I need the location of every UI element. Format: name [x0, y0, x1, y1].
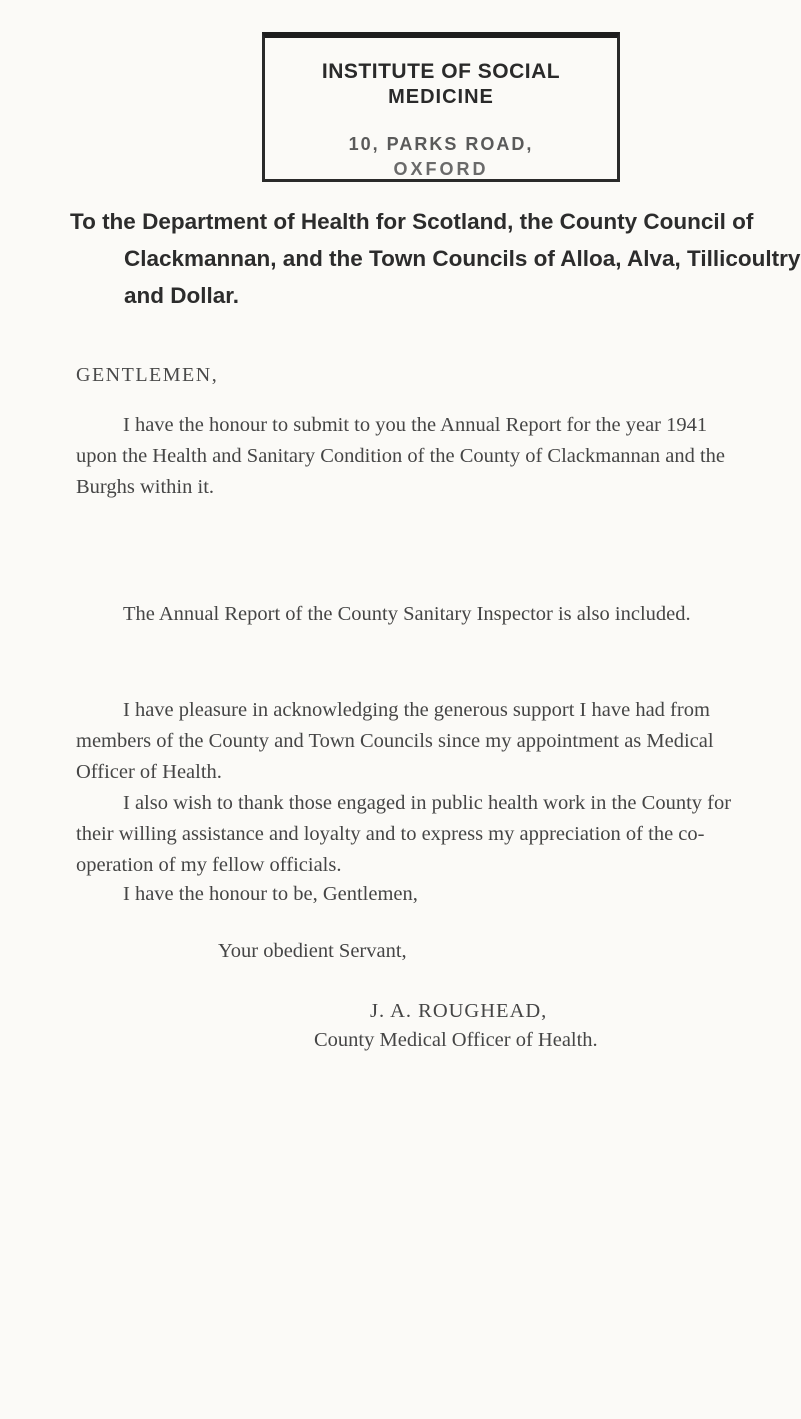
- stamp-street-address: 10, PARKS ROAD,: [348, 134, 534, 154]
- stamp-institute-name: INSTITUTE OF SOCIAL: [321, 60, 561, 83]
- letter-addressee: To the Department of Health for Scotland, the County Council of Clackmannan, and the Town Councils of Alloa, Alva, Tillicoultry and Dollar.: [70, 209, 801, 308]
- letter-paragraph: The Annual Report of the County Sanitary Inspector is also included.: [123, 603, 691, 625]
- letter-closing-servant: Your obedient Servant,: [218, 940, 407, 962]
- library-stamp: [262, 32, 620, 182]
- signature-name: J. A. ROUGHEAD,: [370, 1000, 548, 1022]
- letter-salutation: GENTLEMEN,: [76, 364, 219, 386]
- stamp-city: OXFORD: [393, 159, 489, 179]
- letter-paragraph: I have the honour to submit to you the Annual Report for the year 1941 upon the Health and Sanitary Condition of the County of Clackmannan and the Burghs within it.: [76, 414, 726, 498]
- signature-title: County Medical Officer of Health.: [314, 1029, 598, 1051]
- letter-paragraph: I have pleasure in acknowledging the generous support I have had from members of the County and Town Councils since my appointment as Medical Officer of Health.: [76, 699, 714, 783]
- letter-closing-line: I have the honour to be, Gentlemen,: [123, 883, 418, 905]
- stamp-institute-subname: MEDICINE: [388, 86, 494, 108]
- letter-paragraph: I also wish to thank those engaged in public health work in the County for their willing assistance and loyalty and to express my appreciation of the co-operation of my fellow officials.: [76, 792, 732, 876]
